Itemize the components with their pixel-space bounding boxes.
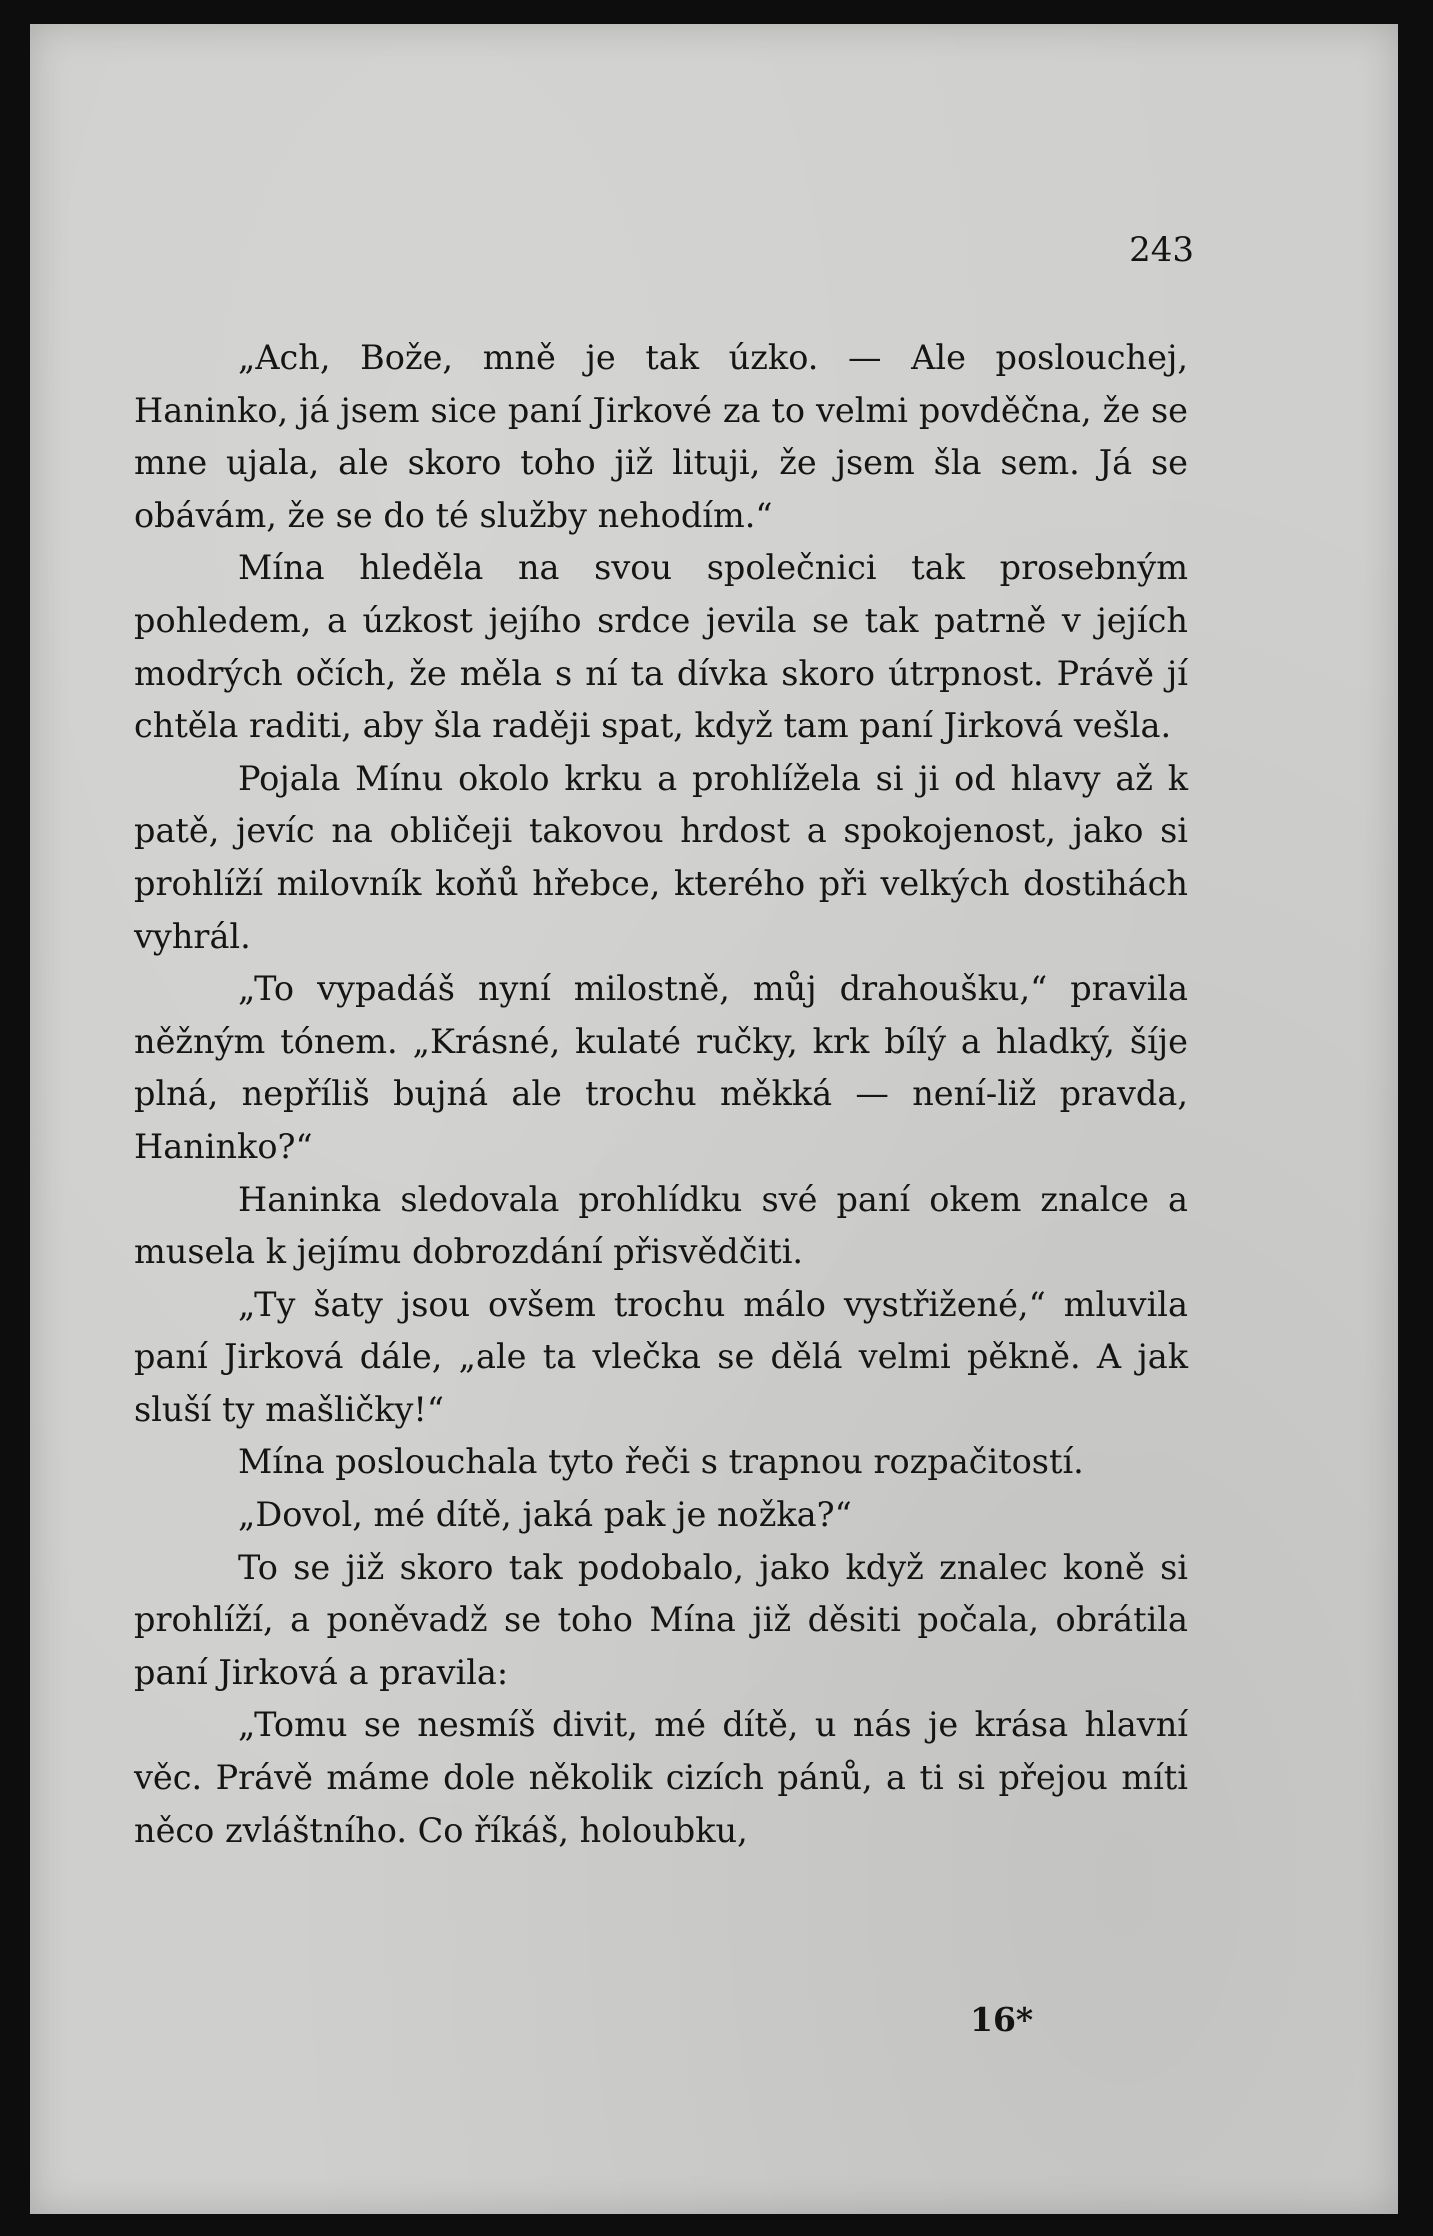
paragraph-1: „Ach, Bože, mně je tak úzko. — Ale poslouchej, Haninko, já jsem sice paní Jirkové za to velmi povděčna, že se mne ujala, ale skoro toho již lituji, že jsem šla sem. Já se obávám, že se do té služby nehodím.“ [134, 338, 1188, 535]
book-page [30, 24, 1398, 2214]
paragraph-2: Mína hleděla na svou společnici tak prosebným pohledem, a úzkost jejího srdce jevila se tak patrně v jejích modrých očích, že měla s ní ta dívka skoro útrpnost. Právě jí chtěla raditi, aby šla raději spat, když tam paní Jirková vešla. [134, 548, 1188, 746]
paragraph-6: „Ty šaty jsou ovšem trochu málo vystřižené,“ mluvila paní Jirková dále, „ale ta vlečka se dělá velmi pěkně. A jak sluší ty mašličky!“ [134, 1284, 1188, 1429]
page-number: 243 [1129, 230, 1194, 270]
paragraph-5: Haninka sledovala prohlídku své paní okem znalce a musela k jejímu dobrozdání přisvědčiti. [134, 1179, 1188, 1272]
paragraph-10: „Tomu se nesmíš divit, mé dítě, u nás je krása hlavní věc. Právě máme dole několik cizích pánů, a ti si přejou míti něco zvláštního. Co říkáš, holoubku, [134, 1705, 1188, 1850]
body-text [134, 332, 1188, 1857]
paragraph-4: „To vypadáš nyní milostně, můj drahoušku,“ pravila něžným tónem. „Krásné, kulaté ručky, krk bílý a hladký, šíje plná, nepříliš bujná ale trochu měkká — není-liž pravda, Haninko?“ [134, 969, 1188, 1166]
paragraph-8: „Dovol, mé dítě, jaká pak je nožka?“ [238, 1495, 852, 1535]
signature-mark: 16* [970, 2000, 1034, 2039]
paragraph-9: To se již skoro tak podobalo, jako když znalec koně si prohlíží, a poněvadž se toho Mína již děsiti počala, obrátila paní Jirková a pravila: [134, 1547, 1188, 1692]
paragraph-3: Pojala Mínu okolo krku a prohlížela si ji od hlavy až k patě, jevíc na obličeji takovou hrdost a spokojenost, jako si prohlíží milovník koňů hřebce, kterého při velkých dostihách vyhrál. [134, 758, 1188, 956]
paragraph-7: Mína poslouchala tyto řeči s trapnou rozpačitostí. [238, 1442, 1084, 1482]
